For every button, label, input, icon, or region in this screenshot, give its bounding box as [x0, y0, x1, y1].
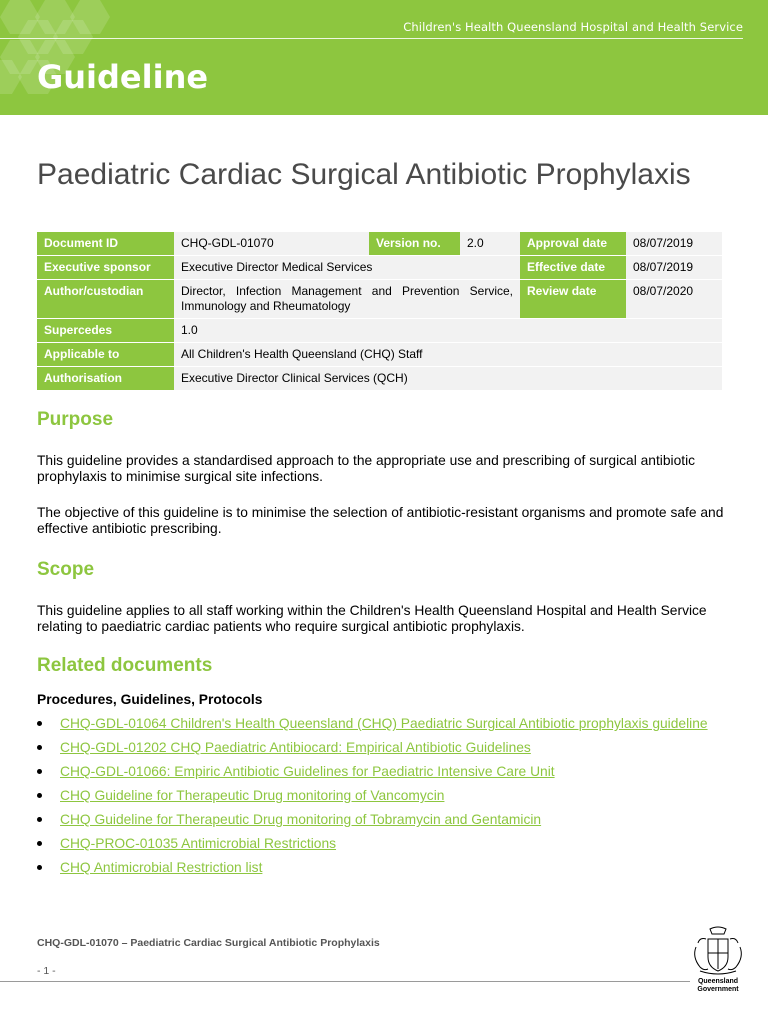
table-row — [37, 319, 722, 342]
effective-date-label: Effective date — [520, 256, 626, 279]
document-id-label: Document ID — [37, 232, 174, 255]
effective-date-value: 08/07/2019 — [626, 256, 722, 279]
supercedes-label: Supercedes — [37, 319, 174, 342]
review-date-value: 08/07/2020 — [626, 280, 722, 318]
list-item — [37, 860, 727, 876]
organisation-name: Children's Health Queensland Hospital and Health Service — [403, 20, 743, 34]
authorisation-value: Executive Director Clinical Services (QCH) — [174, 367, 722, 390]
list-item — [37, 764, 727, 780]
header-banner — [0, 0, 768, 115]
related-link[interactable]: CHQ-GDL-01064 Children's Health Queensland (CHQ) Paediatric Surgical Antibiotic prophylaxis guideline — [60, 716, 708, 731]
related-link[interactable]: CHQ Antimicrobial Restriction list — [60, 860, 263, 875]
footer-divider — [0, 981, 690, 982]
approval-date-value: 08/07/2019 — [626, 232, 722, 255]
bullet-icon — [37, 865, 42, 870]
related-documents-heading: Related documents — [37, 655, 213, 676]
related-link[interactable]: CHQ-GDL-01202 CHQ Paediatric Antibiocard: Empirical Antibiotic Guidelines — [60, 740, 531, 755]
related-link[interactable]: CHQ Guideline for Therapeutic Drug monitoring of Tobramycin and Gentamicin — [60, 812, 542, 827]
bullet-icon — [37, 745, 42, 750]
author-custodian-label: Author/custodian — [37, 280, 174, 318]
supercedes-value: 1.0 — [174, 319, 722, 342]
scope-heading: Scope — [37, 559, 95, 580]
related-link[interactable]: CHQ-GDL-01066: Empiric Antibiotic Guidelines for Paediatric Intensive Care Unit — [60, 764, 555, 779]
approval-date-label: Approval date — [520, 232, 626, 255]
table-row — [37, 343, 722, 366]
doc-type-title: Guideline — [37, 58, 209, 96]
document-id-value: CHQ-GDL-01070 — [174, 232, 369, 255]
list-item — [37, 716, 727, 732]
header-divider — [0, 38, 743, 39]
table-row — [37, 367, 722, 390]
related-link[interactable]: CHQ-PROC-01035 Antimicrobial Restrictions — [60, 836, 337, 851]
applicable-to-label: Applicable to — [37, 343, 174, 366]
version-label: Version no. — [369, 232, 460, 255]
related-documents-list — [37, 716, 727, 884]
table-row — [37, 280, 722, 318]
queensland-government-crest-icon — [690, 925, 746, 995]
svg-text:Queensland: Queensland — [697, 978, 739, 985]
page-title: Paediatric Cardiac Surgical Antibiotic Prophylaxis — [37, 158, 691, 191]
table-row — [37, 256, 722, 279]
footer-document-title: CHQ-GDL-01070 – Paediatric Cardiac Surgical Antibiotic Prophylaxis — [37, 937, 380, 949]
document-metadata-table — [37, 231, 722, 391]
related-link[interactable]: CHQ Guideline for Therapeutic Drug monitoring of Vancomycin — [60, 788, 445, 803]
bullet-icon — [37, 769, 42, 774]
executive-sponsor-label: Executive sponsor — [37, 256, 174, 279]
executive-sponsor-value: Executive Director Medical Services — [174, 256, 520, 279]
purpose-heading: Purpose — [37, 409, 114, 430]
bullet-icon — [37, 817, 42, 822]
bullet-icon — [37, 841, 42, 846]
author-custodian-value: Director, Infection Management and Prevention Service, Immunology and Rheumatology — [174, 280, 520, 318]
applicable-to-value: All Children's Health Queensland (CHQ) Staff — [174, 343, 722, 366]
page-number: - 1 - — [37, 965, 56, 977]
svg-text:Government: Government — [697, 986, 739, 993]
scope-paragraph: This guideline applies to all staff working within the Children's Health Queensland Hospital and Health Service relating to paediatric cardiac patients who require surgical antibiotic prophylaxis. — [37, 603, 707, 634]
bullet-icon — [37, 721, 42, 726]
list-item — [37, 836, 727, 852]
table-row — [37, 232, 722, 255]
version-value: 2.0 — [460, 232, 520, 255]
purpose-paragraph-2: The objective of this guideline is to minimise the selection of antibiotic-resistant organisms and promote safe and effective antibiotic prescribing. — [37, 505, 724, 536]
bullet-icon — [37, 793, 42, 798]
related-subheading: Procedures, Guidelines, Protocols — [37, 692, 263, 707]
review-date-label: Review date — [520, 280, 626, 318]
list-item — [37, 812, 727, 828]
authorisation-label: Authorisation — [37, 367, 174, 390]
list-item — [37, 740, 727, 756]
list-item — [37, 788, 727, 804]
purpose-paragraph-1: This guideline provides a standardised approach to the appropriate use and prescribing of surgical antibiotic prophylaxis to minimise surgical site infections. — [37, 453, 696, 484]
